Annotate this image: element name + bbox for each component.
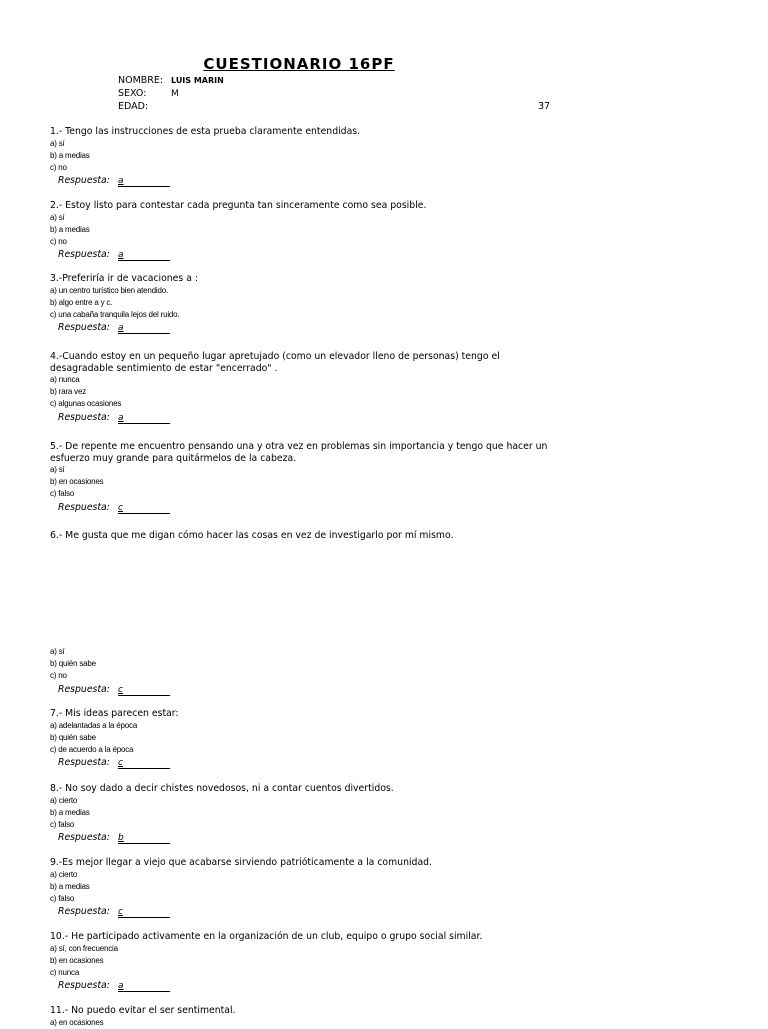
question-text: 5.- De repente me encuentro pensando una y otra vez en problemas sin importancia y tengo que hacer un esfuerzo muy grande para quitármelos de la cabeza.	[50, 441, 548, 464]
option-a: a) sí	[50, 647, 65, 656]
answer-field[interactable]: a	[118, 981, 170, 992]
age-row	[118, 101, 171, 113]
option-b: b) quién sabe	[50, 659, 96, 669]
question-9	[50, 857, 550, 918]
question-5	[50, 441, 550, 514]
response-row	[50, 501, 550, 514]
response-label: Respuesta:	[58, 249, 110, 261]
response-label: Respuesta:	[58, 832, 110, 844]
question-text: 11.- No puedo evitar el ser sentimental.	[50, 1005, 236, 1016]
question-text: 8.- No soy dado a decir chistes novedosos, ni a contar cuentos divertidos.	[50, 783, 394, 794]
option-a: a) sí, con frecuencia	[50, 943, 118, 953]
option-b: b) a medias	[50, 881, 90, 891]
response-row	[50, 411, 550, 424]
option-b: b) rara vez	[50, 387, 87, 397]
option-c: c) de acuerdo a la época	[50, 744, 134, 754]
option-a: a) sí	[50, 465, 65, 474]
option-c: c) falso	[50, 819, 75, 829]
question-text: 2.- Estoy listo para contestar cada pregunta tan sinceramente como sea posible.	[50, 200, 427, 211]
response-row	[50, 905, 550, 918]
response-row	[50, 248, 550, 261]
option-c: c) no	[50, 236, 67, 246]
option-c: c) no	[50, 162, 67, 172]
response-row	[50, 979, 550, 992]
option-c: c) algunas ocasiones	[50, 399, 122, 409]
answer-field[interactable]: c	[118, 685, 170, 696]
response-label: Respuesta:	[58, 501, 110, 513]
answer-field[interactable]: a	[118, 413, 170, 424]
answer-field[interactable]: c	[118, 758, 170, 769]
option-b: b) a medias	[50, 150, 90, 160]
option-a: a) un centro turístico bien atendido.	[50, 285, 169, 295]
question-6-options	[50, 646, 550, 696]
option-a: a) en ocasiones	[50, 1017, 104, 1027]
option-a: a) sí	[50, 138, 65, 148]
question-11	[50, 1005, 550, 1029]
response-label: Respuesta:	[58, 175, 110, 187]
sex-label: SEXO:	[118, 88, 147, 99]
option-a: a) nunca	[50, 375, 80, 384]
answer-field[interactable]: c	[118, 503, 170, 514]
age-label: EDAD:	[118, 101, 149, 112]
answer-field[interactable]: c	[118, 907, 170, 918]
question-6	[50, 530, 550, 542]
option-c: c) nunca	[50, 967, 80, 977]
response-label: Respuesta:	[58, 757, 110, 769]
question-text: 7.- Mis ideas parecen estar:	[50, 708, 179, 719]
sex-value: M	[171, 89, 179, 99]
answer-field[interactable]: b	[118, 833, 170, 844]
question-text: 9.-Es mejor llegar a viejo que acabarse sirviendo patrióticamente a la comunidad.	[50, 857, 432, 868]
option-b: b) quién sabe	[50, 732, 96, 742]
option-b: b) en ocasiones	[50, 477, 104, 487]
answer-field[interactable]: a	[118, 250, 170, 261]
age-value: 37	[538, 101, 551, 112]
response-label: Respuesta:	[58, 322, 110, 334]
response-label: Respuesta:	[58, 411, 110, 423]
response-label: Respuesta:	[58, 906, 110, 918]
name-label: NOMBRE:	[118, 75, 164, 86]
response-row	[50, 831, 550, 844]
question-4	[50, 351, 550, 424]
response-row	[50, 756, 550, 769]
option-a: a) cierto	[50, 869, 78, 879]
question-7	[50, 708, 550, 769]
response-label: Respuesta:	[58, 980, 110, 992]
option-c: c) falso	[50, 893, 75, 903]
question-text: 10.- He participado activamente en la organización de un club, equipo o grupo social similar.	[50, 931, 483, 942]
option-a: a) sí	[50, 212, 65, 222]
question-text: 6.- Me gusta que me digan cómo hacer las cosas en vez de investigarlo por mí mismo.	[50, 530, 454, 541]
response-label: Respuesta:	[58, 683, 110, 695]
option-b: b) algo entre a y c.	[50, 297, 113, 307]
name-row	[118, 75, 224, 87]
option-c: c) una cabaña tranquila lejos del ruido.	[50, 309, 180, 319]
question-10	[50, 931, 550, 992]
question-3	[50, 273, 550, 334]
answer-field[interactable]: a	[118, 176, 170, 187]
answer-field[interactable]: a	[118, 323, 170, 334]
response-row	[50, 174, 550, 187]
sex-row	[118, 88, 179, 100]
document-title: CUESTIONARIO 16PF	[203, 55, 395, 73]
question-8	[50, 783, 550, 844]
question-text: 4.-Cuando estoy en un pequeño lugar apretujado (como un elevador lleno de personas) tengo el desagradable sentimiento de estar "encerrado" .	[50, 351, 500, 374]
response-row	[50, 683, 550, 696]
question-text: 1.- Tengo las instrucciones de esta prueba claramente entendidas.	[50, 126, 361, 137]
question-text: 3.-Preferiría ir de vacaciones a :	[50, 273, 198, 284]
option-c: c) falso	[50, 489, 75, 499]
option-a: a) cierto	[50, 795, 78, 805]
option-a: a) adelantadas a la época	[50, 720, 138, 730]
option-b: b) en ocasiones	[50, 955, 104, 965]
question-2	[50, 200, 550, 261]
response-row	[50, 321, 550, 334]
name-value: LUIS MARIN	[171, 76, 224, 85]
option-c: c) no	[50, 671, 67, 681]
option-b: b) a medias	[50, 224, 90, 234]
option-b: b) a medias	[50, 807, 90, 817]
question-1	[50, 126, 550, 187]
